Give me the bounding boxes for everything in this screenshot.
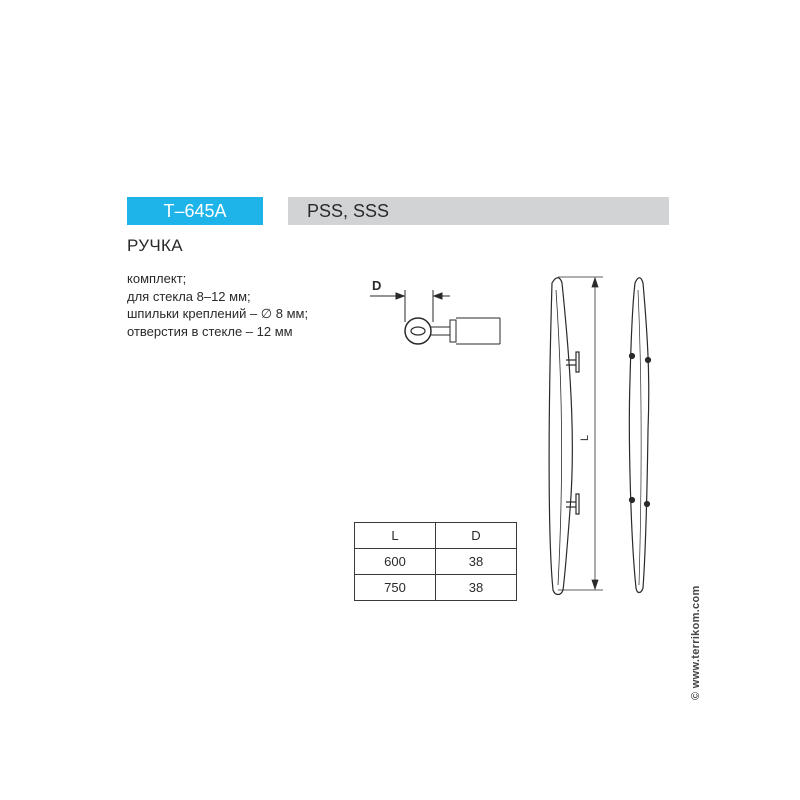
table-row <box>355 575 517 601</box>
d-arrow-right <box>434 293 442 299</box>
handle-highlight <box>556 290 562 585</box>
copyright-text: © www.terrikom.com <box>690 585 702 700</box>
spec-item: для стекла 8–12 мм; <box>127 288 251 304</box>
handle-side-highlight <box>638 290 641 585</box>
mount-post-top <box>576 352 579 372</box>
dimensions-table <box>354 522 517 601</box>
table-cell: 600 <box>355 549 436 575</box>
table-cell: 38 <box>436 575 517 601</box>
spec-item: шпильки креплений – ∅ 8 мм; <box>127 306 309 321</box>
table-cell: 38 <box>436 549 517 575</box>
table-header-cell: D <box>436 523 517 549</box>
spec-item: отверстия в стекле – 12 мм <box>127 323 293 339</box>
mount-post-bottom <box>576 494 579 514</box>
side-bolt-top-right <box>646 358 651 363</box>
bolt-ring-hole <box>411 327 425 335</box>
d-arrow-left <box>396 293 404 299</box>
product-title: РУЧКА <box>127 236 183 255</box>
side-bolt-top-left <box>630 354 635 359</box>
side-bolt-bottom-left <box>630 498 635 503</box>
finish-bar: PSS, SSS <box>288 197 669 225</box>
spec-item: комплект; <box>127 271 187 286</box>
l-dimension <box>558 277 603 590</box>
bolt-ring <box>405 318 431 344</box>
side-bolt-bottom-right <box>645 502 650 507</box>
d-label: D <box>372 278 382 293</box>
bolt-washer <box>450 320 456 342</box>
table-header-cell: L <box>355 523 436 549</box>
handle-front-view <box>549 278 579 595</box>
handle-side-view <box>629 278 650 593</box>
table-cell: 750 <box>355 575 436 601</box>
l-arrow-bottom <box>592 580 598 589</box>
l-arrow-top <box>592 278 598 287</box>
l-label: L <box>579 434 591 441</box>
model-badge: T–645A <box>127 197 263 225</box>
detail-d-drawing <box>370 290 500 344</box>
table-header-row <box>355 523 517 549</box>
table-row <box>355 549 517 575</box>
handle-body <box>549 278 572 595</box>
